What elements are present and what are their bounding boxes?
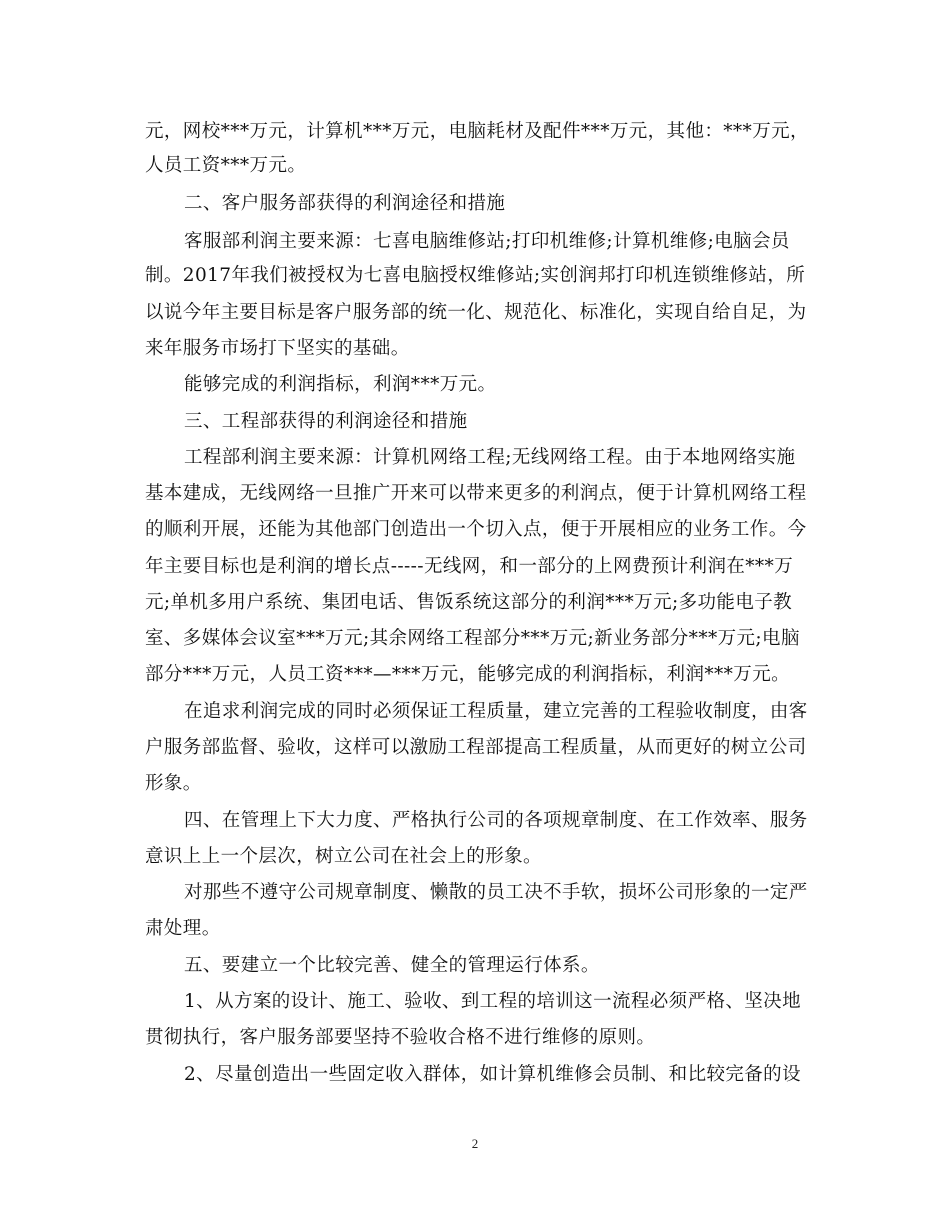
text-line: 贯彻执行，客户服务部要坚持不验收合格不进行维修的原则。 [145, 1027, 656, 1048]
text-line: 意识上上一个层次，树立公司在社会上的形象。 [145, 846, 542, 867]
text-line: 工程部利润主要来源：计算机网络工程;无线网络工程。由于本地网络实施 [184, 447, 796, 468]
text-line: 以说今年主要目标是客户服务部的统一化、规范化、标准化，实现自给自足，为 [145, 302, 807, 323]
text-line: 1、从方案的设计、施工、验收、到工程的培训这一流程必须严格、坚决地 [184, 991, 801, 1012]
text-line: 的顺利开展，还能为其他部门创造出一个切入点，便于开展相应的业务工作。今 [145, 519, 807, 540]
text-line: 2、尽量创造出一些固定收入群体，如计算机维修会员制、和比较完备的设 [184, 1064, 801, 1085]
section-heading: 三、工程部获得的利润途径和措施 [184, 411, 468, 432]
text-line: 肃处理。 [145, 918, 221, 939]
text-line: 客服部利润主要来源：七喜电脑维修站;打印机维修;计算机维修;电脑会员 [184, 231, 790, 252]
text-line: 年主要目标也是利润的增长点-----无线网，和一部分的上网费预计利润在***万 [145, 556, 794, 577]
text-line: 室、多媒体会议室***万元;其余网络工程部分***万元;新业务部分***万元;电脑 [145, 628, 800, 649]
text-line: 元;单机多用户系统、集团电话、售饭系统这部分的利润***万元;多功能电子教 [145, 592, 793, 613]
text-line: 元，网校***万元，计算机***万元，电脑耗材及配件***万元，其他：***万元， [145, 121, 809, 142]
section-heading: 五、要建立一个比较完善、健全的管理运行体系。 [184, 955, 600, 976]
text-line: 基本建成，无线网络一旦推广开来可以带来更多的利润点，便于计算机网络工程 [145, 483, 807, 504]
text-line: 人员工资***万元。 [145, 155, 307, 176]
text-line: 对那些不遵守公司规章制度、懒散的员工决不手软，损坏公司形象的一定严 [184, 882, 808, 903]
text-line: 来年服务市场打下坚实的基础。 [145, 338, 410, 359]
section-heading: 四、在管理上下大力度、严格执行公司的各项规章制度、在工作效率、服务 [184, 810, 808, 831]
page-number: 2 [471, 1136, 479, 1151]
text-line: 在追求利润完成的同时必须保证工程质量，建立完善的工程验收制度，由客 [184, 701, 808, 722]
text-line: 户服务部监督、验收，这样可以激励工程部提高工程质量，从而更好的树立公司 [145, 737, 807, 758]
section-heading: 二、客户服务部获得的利润途径和措施 [184, 193, 506, 214]
text-line: 形象。 [145, 773, 202, 794]
text-line: 部分***万元，人员工资***—***万元，能够完成的利润指标，利润***万元。 [145, 664, 791, 685]
text-line: 制。2017年我们被授权为七喜电脑授权维修站;实创润邦打印机连锁维修站，所 [145, 265, 806, 286]
text-line: 能够完成的利润指标，利润***万元。 [184, 374, 497, 395]
